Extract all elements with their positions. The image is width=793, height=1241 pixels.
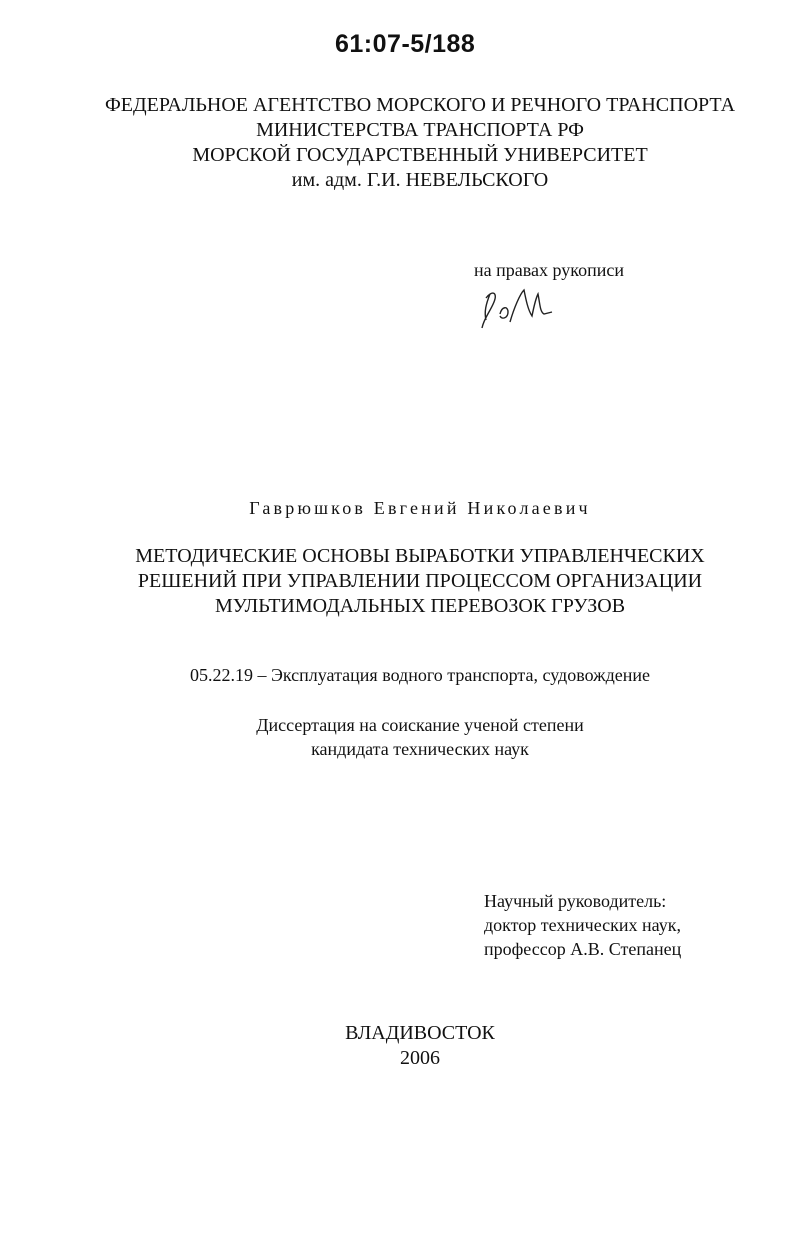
organization-line: МОРСКОЙ ГОСУДАРСТВЕННЫЙ УНИВЕРСИТЕТ xyxy=(192,144,648,166)
degree-statement xyxy=(0,713,793,761)
title-line: МЕТОДИЧЕСКИЕ ОСНОВЫ ВЫРАБОТКИ УПРАВЛЕНЧЕСКИХ xyxy=(135,545,705,567)
degree-line: кандидата технических наук xyxy=(311,739,529,759)
organization-line: им. адм. Г.И. НЕВЕЛЬСКОГО xyxy=(291,169,549,191)
advisor-line: доктор технических наук, xyxy=(484,915,681,935)
handwritten-signature xyxy=(478,284,558,332)
dissertation-title xyxy=(100,544,740,619)
title-line: РЕШЕНИЙ ПРИ УПРАВЛЕНИИ ПРОЦЕССОМ ОРГАНИЗАЦИИ xyxy=(137,570,703,592)
author-name: Гаврюшков Евгений Николаевич xyxy=(249,498,591,518)
place-and-year xyxy=(0,1021,793,1071)
manuscript-rights-note: на правах рукописи xyxy=(474,260,624,280)
city: ВЛАДИВОСТОК xyxy=(345,1022,495,1044)
advisor-line: Научный руководитель: xyxy=(484,891,667,911)
scientific-advisor xyxy=(484,889,681,961)
specialty-code: 05.22.19 – Эксплуатация водного транспорта, судовождение xyxy=(190,665,650,685)
organization-line: ФЕДЕРАЛЬНОЕ АГЕНТСТВО МОРСКОГО И РЕЧНОГО ТРАНСПОРТА xyxy=(104,94,736,116)
title-line: МУЛЬТИМОДАЛЬНЫХ ПЕРЕВОЗОК ГРУЗОВ xyxy=(214,595,626,617)
organization-block xyxy=(100,93,740,193)
organization-line: МИНИСТЕРСТВА ТРАНСПОРТА РФ xyxy=(256,119,584,141)
advisor-line: профессор А.В. Степанец xyxy=(484,939,682,959)
archive-code: 61:07-5/188 xyxy=(335,30,476,58)
degree-line: Диссертация на соискание ученой степени xyxy=(256,715,584,735)
year: 2006 xyxy=(400,1047,440,1069)
